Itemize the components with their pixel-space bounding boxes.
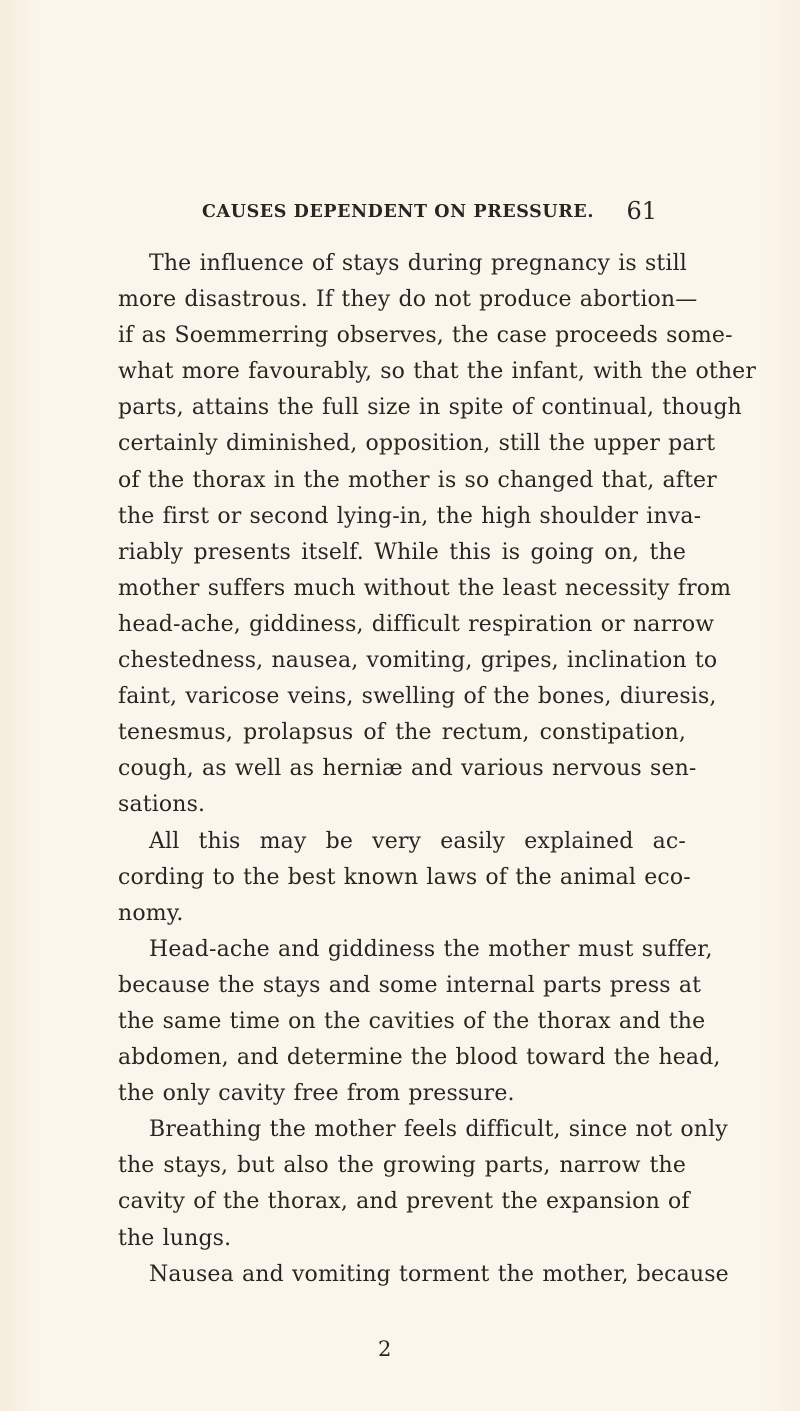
text-line: what more favourably, so that the infant, with the other xyxy=(118,359,756,385)
body-text xyxy=(118,246,756,1293)
signature-mark: 2 xyxy=(378,1337,392,1361)
text-line: the lungs. xyxy=(118,1225,232,1251)
text-line: more disastrous. If they do not produce abortion— xyxy=(118,287,698,313)
text-line: chestedness, nausea, vomiting, gripes, inclination to xyxy=(118,648,718,674)
text-line: because the stays and some internal parts press at xyxy=(118,972,702,998)
text-line: the first or second lying-in, the high shoulder inva- xyxy=(118,503,702,529)
text-line: the stays, but also the growing parts, narrow the xyxy=(118,1153,686,1179)
text-line: tenesmus, prolapsus of the rectum, constipation, xyxy=(118,720,686,746)
text-line: the same time on the cavities of the thorax and the xyxy=(118,1008,706,1034)
text-line: nomy. xyxy=(118,900,184,926)
text-line: Nausea and vomiting torment the mother, because xyxy=(149,1261,729,1287)
text-line: sations. xyxy=(118,792,206,818)
running-head: CAUSES DEPENDENT ON PRESSURE. xyxy=(202,202,595,222)
text-line: the only cavity free from pressure. xyxy=(118,1081,515,1107)
text-line: cording to the best known laws of the animal eco- xyxy=(118,864,691,890)
text-line: head-ache, giddiness, difficult respiration or narrow xyxy=(118,611,715,637)
text-line: certainly diminished, opposition, still the upper part xyxy=(118,431,716,457)
text-line: if as Soemmerring observes, the case proceeds some- xyxy=(118,323,733,349)
page-number: 61 xyxy=(626,197,657,225)
text-line: cough, as well as herniæ and various nervous sen- xyxy=(118,756,697,782)
text-line: The influence of stays during pregnancy is still xyxy=(149,251,687,276)
text-line: Head-ache and giddiness the mother must suffer, xyxy=(149,936,713,962)
text-line: parts, attains the full size in spite of continual, though xyxy=(118,395,742,421)
text-line: mother suffers much without the least necessity from xyxy=(118,575,732,601)
text-line: All this may be very easily explained ac- xyxy=(149,828,686,854)
text-line: abdomen, and determine the blood toward the head, xyxy=(118,1045,721,1071)
text-line: Breathing the mother feels difficult, since not only xyxy=(149,1117,728,1143)
text-line: faint, varicose veins, swelling of the bones, diuresis, xyxy=(118,684,717,710)
text-line: cavity of the thorax, and prevent the expansion of xyxy=(118,1189,690,1215)
text-line: riably presents itself. While this is going on, the xyxy=(118,539,686,565)
text-line: of the thorax in the mother is so changed that, after xyxy=(118,467,717,493)
page-header xyxy=(202,199,657,223)
